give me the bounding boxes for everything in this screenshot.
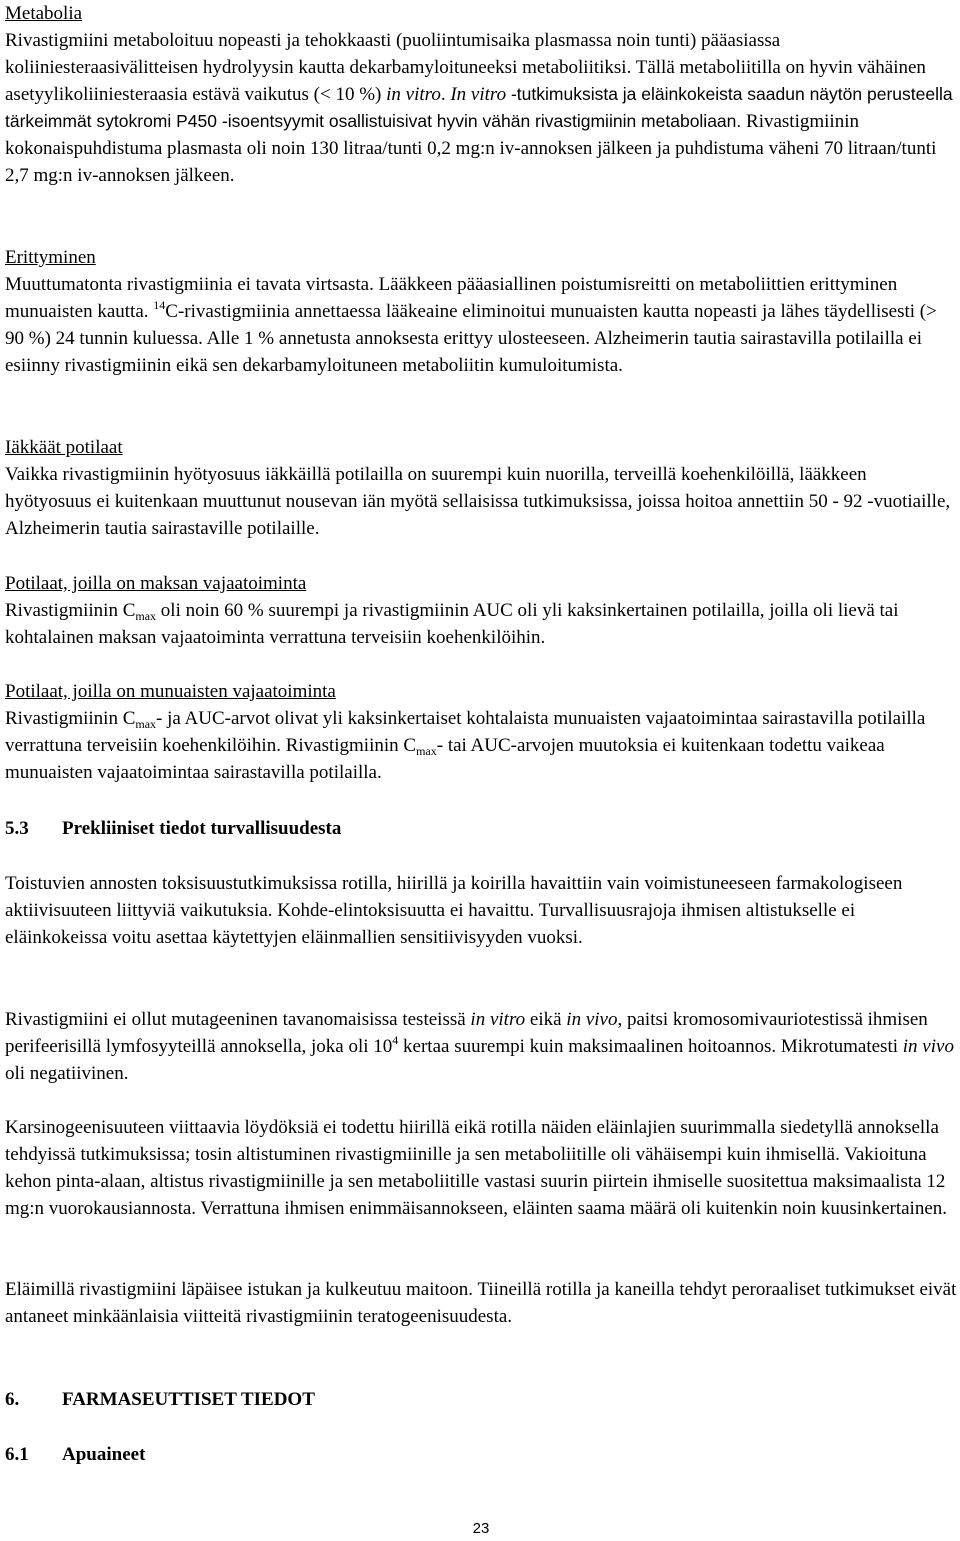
maksa-text-2: oli noin 60 % suurempi ja rivastigmiinin AUC oli yli kaksinkertainen potilailla, joilla oli lievä tai kohtalainen maksan vajaatoiminta verrattuna terveisiin koehenkilöihin. xyxy=(5,600,899,648)
munuainen-heading: Potilaat, joilla on munuaisten vajaatoiminta xyxy=(5,681,336,702)
section-5-3-paragraph-1: Toistuvien annosten toksisuustutkimuksissa rotilla, hiirillä ja koirilla havaittiin vain voimistuneeseen farmakologiseen aktiivisuuteen liittyviä vaikutuksia. Kohde-elintoksisuutta ei havaittu. Turvallisuusrajoja ihmisen altistukselle ei eläinkokeissa voitu asettaa käytettyjen eläinmallien sensitiivisyyden vuoksi. xyxy=(5,873,903,948)
erittyminen-text-1: Muuttumatonta rivastigmiinia ei tavata virtsasta. Lääkkeen pääasiallinen poistumisreitti on metaboliittien erittyminen munuaisten kautta. xyxy=(5,274,898,322)
munuainen-text-3: - tai AUC-arvojen muutoksia ei kuitenkaan todettu vaikeaa munuaisten vajaatoimintaa sairastavilla potilailla. xyxy=(5,735,885,783)
s53-p2-text-1: Rivastigmiini ei ollut mutageeninen tavanomaisissa testeissä xyxy=(5,1009,471,1030)
metabolia-text-3: -tutkimuksista ja eläinkokeista saadun näytön perusteella tärkeimmät sytokromi P450 -isoentsyymit osallistuisivat hyvin vähän rivastigmiinin metaboliaan. xyxy=(5,84,953,131)
s53-p2-text-5: oli negatiivinen. xyxy=(5,1063,129,1084)
section-6-1-heading xyxy=(5,1441,957,1468)
section-6-number: 6. xyxy=(5,1389,20,1410)
section-5-3-title: Prekliiniset tiedot turvallisuudesta xyxy=(62,818,342,839)
metabolia-italic-1: in vitro xyxy=(386,84,441,105)
iakkaat-heading: Iäkkäät potilaat xyxy=(5,437,123,458)
section-5-3-paragraph-2 xyxy=(5,1006,957,1087)
maksa-section xyxy=(5,570,957,651)
erittyminen-section xyxy=(5,244,957,379)
munuainen-subscript-2: max xyxy=(416,744,437,758)
s53-p2-italic-1: in vitro xyxy=(470,1009,526,1030)
s53-p2-italic-3: in vivo xyxy=(902,1036,954,1057)
iakkaat-section xyxy=(5,434,957,542)
munuainen-paragraph xyxy=(5,705,957,786)
maksa-subscript: max xyxy=(135,609,157,623)
page-number: 23 xyxy=(472,1520,490,1537)
metabolia-heading: Metabolia xyxy=(5,3,83,24)
maksa-text-1: Rivastigmiinin C xyxy=(5,600,136,621)
maksa-paragraph xyxy=(5,597,957,651)
munuainen-subscript-1: max xyxy=(135,717,157,731)
s53-p2-text-3: , paitsi kromosomivauriotestissä ihmisen perifeerisillä lymfosyyteillä annoksella, joka oli 10 xyxy=(5,1009,928,1057)
s53-p2-text-4: kertaa suurempi kuin maksimaalinen hoitoannos. Mikrotumatesti xyxy=(398,1036,903,1057)
metabolia-section xyxy=(5,0,957,189)
section-5-3-paragraph-4: Eläimillä rivastigmiini läpäisee istukan ja kulkeutuu maitoon. Tiineillä rotilla ja kaneilla tehdyt peroraaliset tutkimukset eivät antaneet minkäänlaisia viitteitä rivastigmiinin teratogeenisuudesta. xyxy=(5,1279,957,1327)
section-5-3-paragraph-3: Karsinogeenisuuteen viittaavia löydöksiä ei todettu hiirillä eikä rotilla näiden eläinlajien suurimmalla siedetyllä annoksella tehdyissä tutkimuksissa; tosin altistuminen rivastigmiinille ja sen metaboliitille oli vähäisempi kuin ihmisellä. Vakioituna kehon pinta-alaan, altistus rivastigmiinille ja sen metaboliitille vastasi suurin piirtein ihmiselle suositettua maksimaalista 12 mg:n vuorokausiannosta. Verrattuna ihmisen enimmäisannokseen, eläinten saama määrä oli kuitenkin noin kuusinkertainen. xyxy=(5,1117,948,1219)
section-6-heading xyxy=(5,1386,957,1413)
munuainen-text-1: Rivastigmiinin C xyxy=(5,708,136,729)
s53-p2-text-2: eikä xyxy=(525,1009,567,1030)
maksa-heading: Potilaat, joilla on maksan vajaatoiminta xyxy=(5,573,307,594)
s53-p2-superscript: 4 xyxy=(392,1033,399,1047)
section-5-3-heading xyxy=(5,815,957,842)
iakkaat-paragraph: Vaikka rivastigmiinin hyötyosuus iäkkäillä potilailla on suurempi kuin nuorilla, terveillä koehenkilöillä, lääkkeen hyötyosuus ei kuitenkaan muuttunut nousevan iän myötä sellaisissa tutkimuksissa, joissa hoitoa annettiin 50 - 92 -vuotiaille, Alzheimerin tautia sairastaville potilaille. xyxy=(5,464,951,539)
erittyminen-superscript: 14 xyxy=(153,298,166,312)
metabolia-text-2: . xyxy=(440,84,451,105)
erittyminen-paragraph xyxy=(5,271,957,379)
metabolia-text-1: Rivastigmiini metaboloituu nopeasti ja tehokkaasti (puoliintumisaika plasmassa noin tunti) pääasiassa koliiniesteraasivälitteisen hydrolyysin kautta dekarbamyloituneeksi metaboliitiksi. Tällä metaboliitilla on hyvin vähäinen asetyylikoliiniesteraasia estävä vaikutus (< 10 %) xyxy=(5,30,926,105)
section-5-3-number: 5.3 xyxy=(5,818,29,839)
erittyminen-heading: Erittyminen xyxy=(5,247,96,268)
munuainen-section xyxy=(5,678,957,786)
section-6-1-title: Apuaineet xyxy=(62,1444,146,1465)
metabolia-paragraph xyxy=(5,27,957,189)
munuainen-text-2: - ja AUC-arvot olivat yli kaksinkertaiset kohtalaista munuaisten vajaatoimintaa sairastavilla potilailla verrattuna terveisiin koehenkilöihin. Rivastigmiinin C xyxy=(5,708,926,756)
metabolia-italic-2: In vitro xyxy=(450,84,507,105)
metabolia-text-4: Rivastigmiinin kokonaispuhdistuma plasmasta oli noin 130 litraa/tunti 0,2 mg:n iv-annoksen jälkeen ja puhdistuma väheni 70 litraan/tunti 2,7 mg:n iv-annoksen jälkeen. xyxy=(5,111,937,186)
s53-p2-italic-2: in vivo xyxy=(566,1009,618,1030)
erittyminen-text-2: C-rivastigmiinia annettaessa lääkeaine eliminoitui munuaisten kautta nopeasti ja lähes täydellisesti (> 90 %) 24 tunnin kuluessa. Alle 1 % annetusta annoksesta erittyy ulosteeseen. Alzheimerin tautia sairastavilla potilailla ei esiinny rivastigmiinin eikä sen dekarbamyloituneen metaboliitin kumuloitumista. xyxy=(5,301,937,376)
section-6-title: FARMASEUTTISET TIEDOT xyxy=(62,1389,315,1410)
section-6-1-number: 6.1 xyxy=(5,1444,29,1465)
